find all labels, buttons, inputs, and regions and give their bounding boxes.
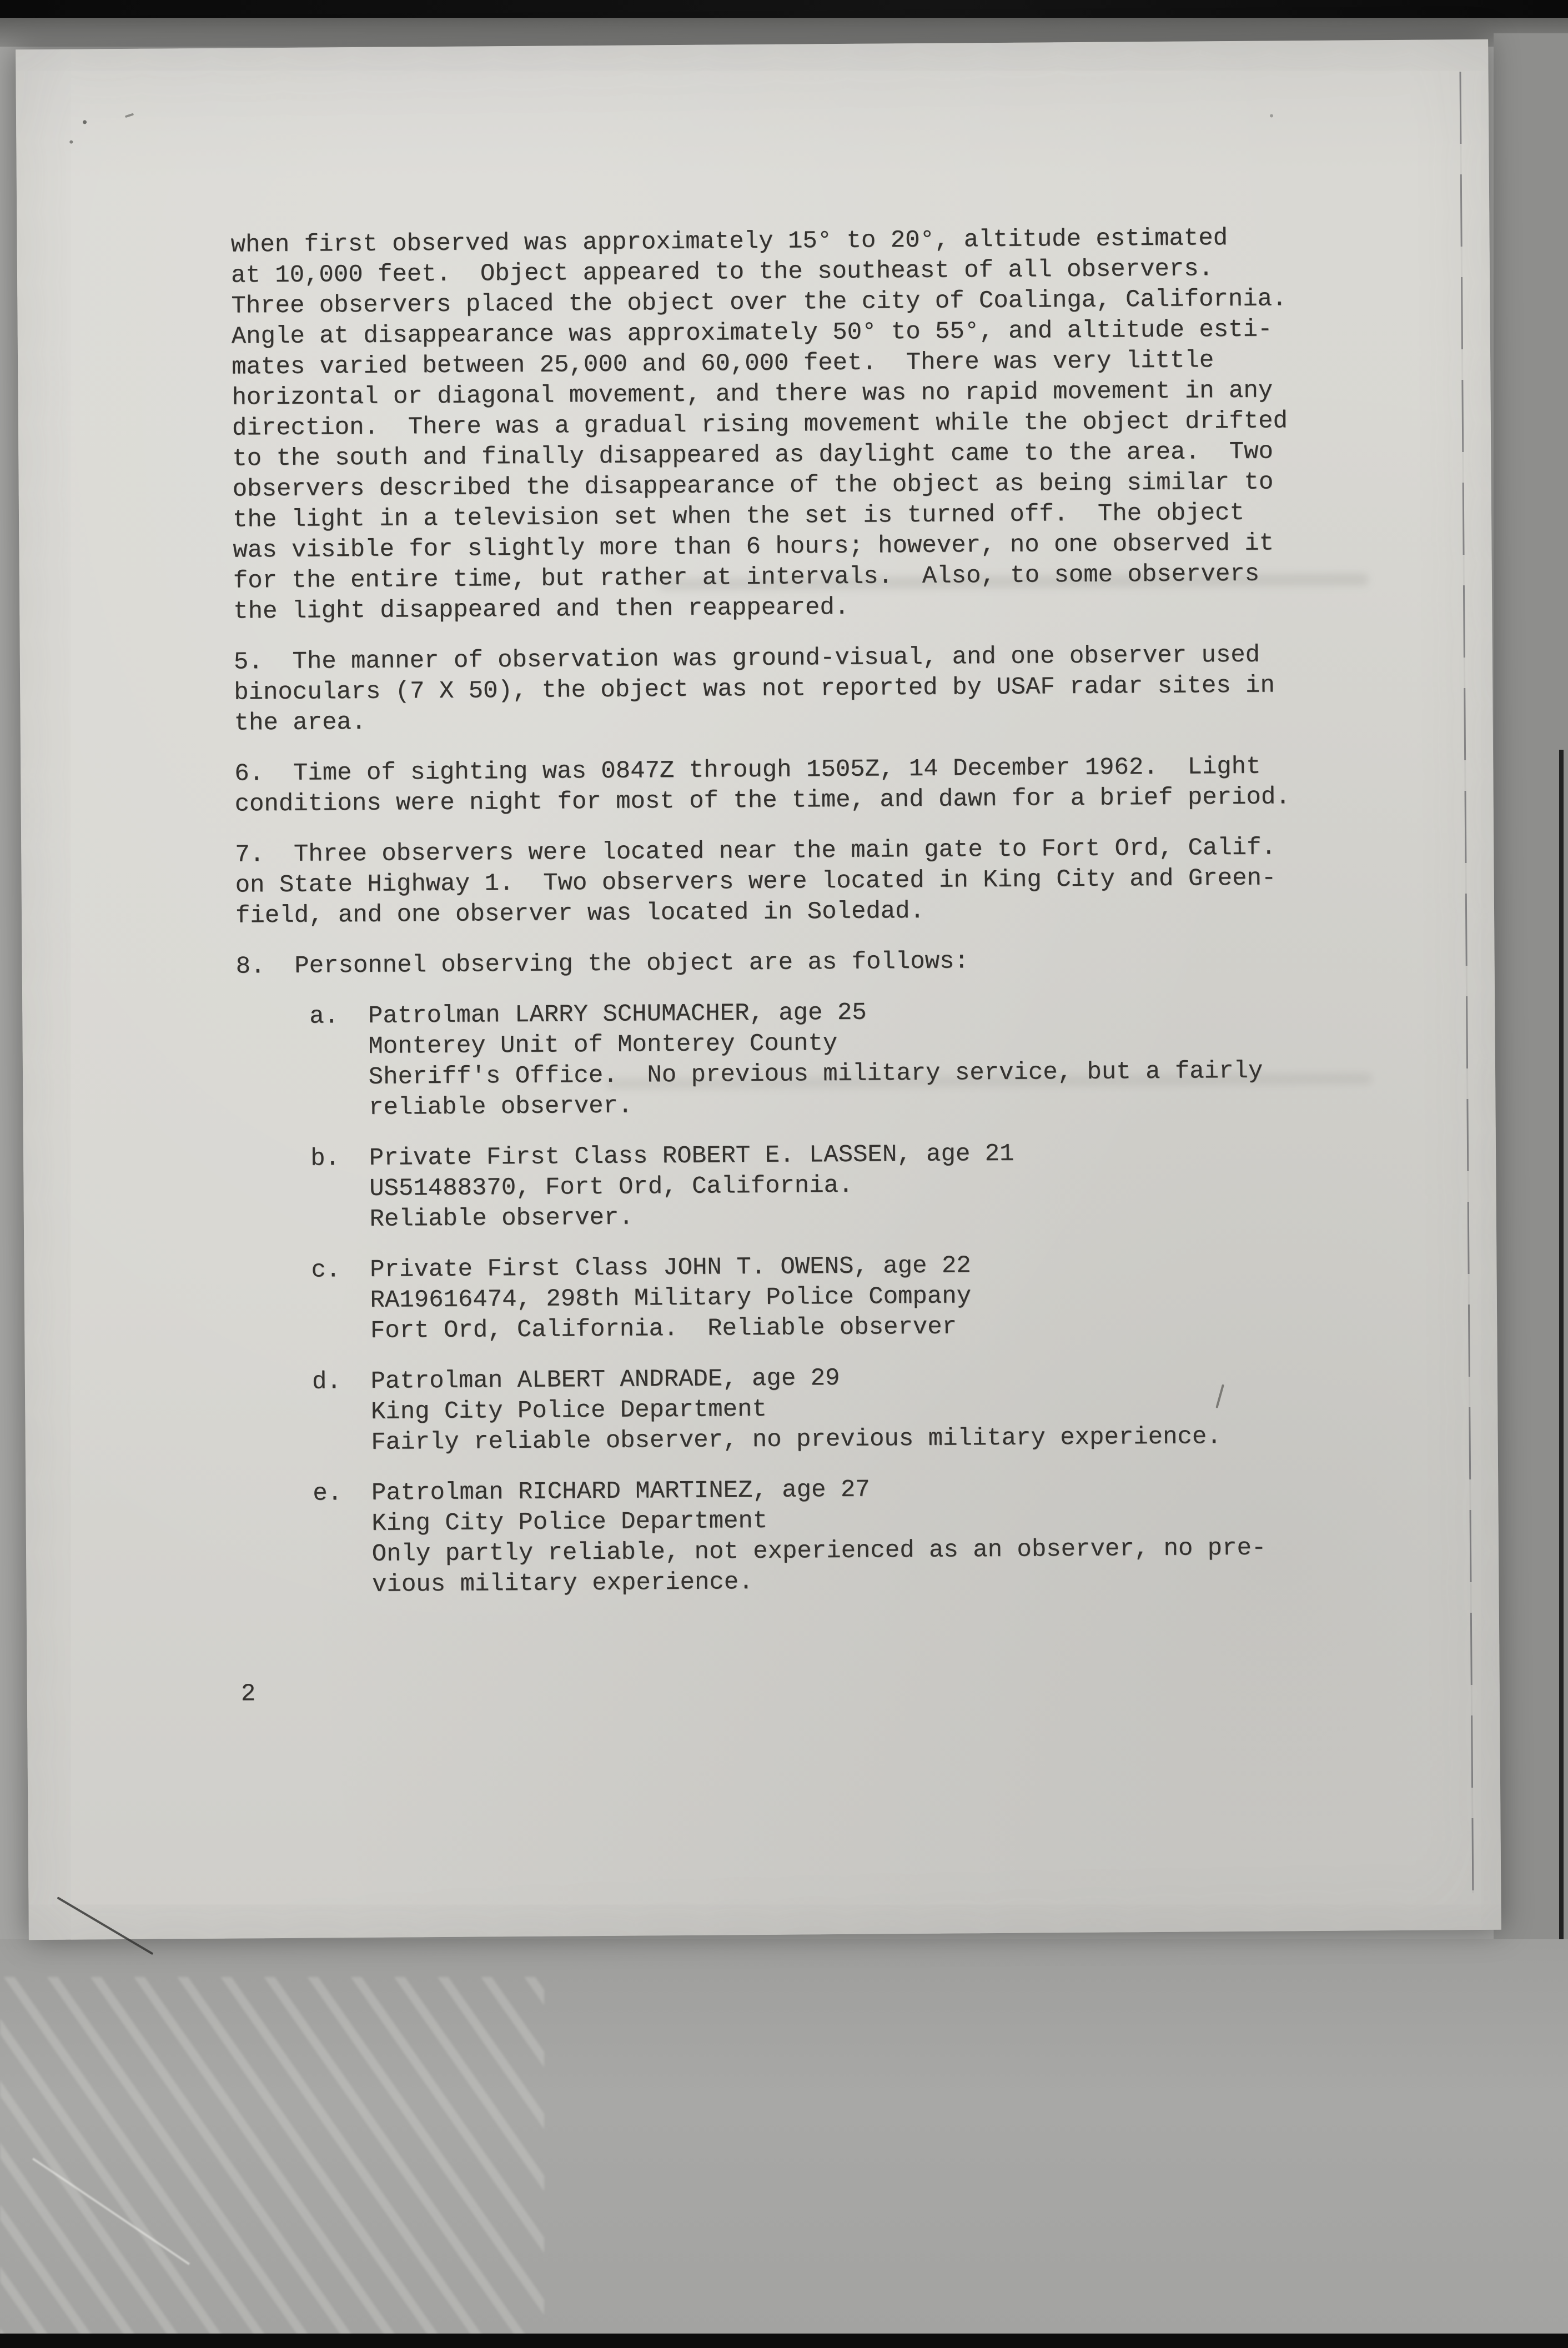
paragraph-observer-c: c. Private First Class JOHN T. OWENS, age 22 RA19616474, 298th Military Police Company Fort Ord, California. Reliable observer: [238, 1252, 972, 1346]
page-fold-line: [1459, 72, 1474, 1893]
scanner-bottom-edge: [0, 2334, 1568, 2348]
paragraph-observer-b: b. Private First Class ROBERT E. LASSEN, age 21 US51488370, Fort Ord, California. Reliable observer.: [237, 1140, 1014, 1235]
stray-mark: [1270, 114, 1273, 117]
paragraph-continuation: when first observed was approximately 15° to 20°, altitude estimated at 10,000 feet. Object appeared to the southeast of all observers. Three observers placed the object over the city of Coalinga, California. Angle at disappearance was approximately 50° to 55°, and altitude esti- mates varied between 25,000 and 60,000 feet. There was very little horizontal or diagonal movement, and there was no rapid movement in any direction. There was a gradual rising movement while the object drifted to the south and finally disappeared as daylight came to the area. Two observers described the disappearance of the object as being similar to the light in a television set when the set is turned off. The object was visible for slightly more than 6 hours; however, no one observed it for the entire time, but rather at intervals. Also, to some observers the light disappeared and then reappeared.: [230, 224, 1288, 626]
scanner-top-edge: [0, 0, 1568, 18]
page-number: 2: [240, 1680, 256, 1708]
stray-mark: [125, 113, 134, 118]
scanned-page: [16, 39, 1501, 1940]
paragraph-item-6: 6. Time of sighting was 0847Z through 1505Z, 14 December 1962. Light conditions were night for most of the time, and dawn for a brief period.: [234, 752, 1290, 819]
paragraph-item-5: 5. The manner of observation was ground-visual, and one observer used binoculars (7 X 50), the object was not reported by USAF radar sites in the area.: [233, 641, 1275, 737]
paragraph-observer-a: a. Patrolman LARRY SCHUMACHER, age 25 Monterey Unit of Monterey County Sheriff's Office. No previous military service, but a fairly reliable observer.: [236, 999, 1263, 1123]
stray-mark: [69, 141, 73, 144]
paragraph-observer-e: e. Patrolman RICHARD MARTINEZ, age 27 King City Police Department Only partly reliable, not experienced as an observer, no pre- vious military experience.: [239, 1476, 1267, 1600]
paragraph-item-7: 7. Three observers were located near the main gate to Fort Ord, Calif. on State Highway 1. Two observers were located in King City and Green- field, and one observer was located in Soledad.: [235, 834, 1276, 930]
stray-mark: [83, 120, 87, 124]
document-text-column: [230, 222, 1418, 1710]
paragraph-observer-d: d. Patrolman ALBERT ANDRADE, age 29 King City Police Department Fairly reliable observer, no previous military experience.: [238, 1364, 1222, 1458]
scan-streaks: [0, 1977, 544, 2344]
paragraph-item-8: 8. Personnel observing the object are as follows:: [235, 947, 969, 981]
